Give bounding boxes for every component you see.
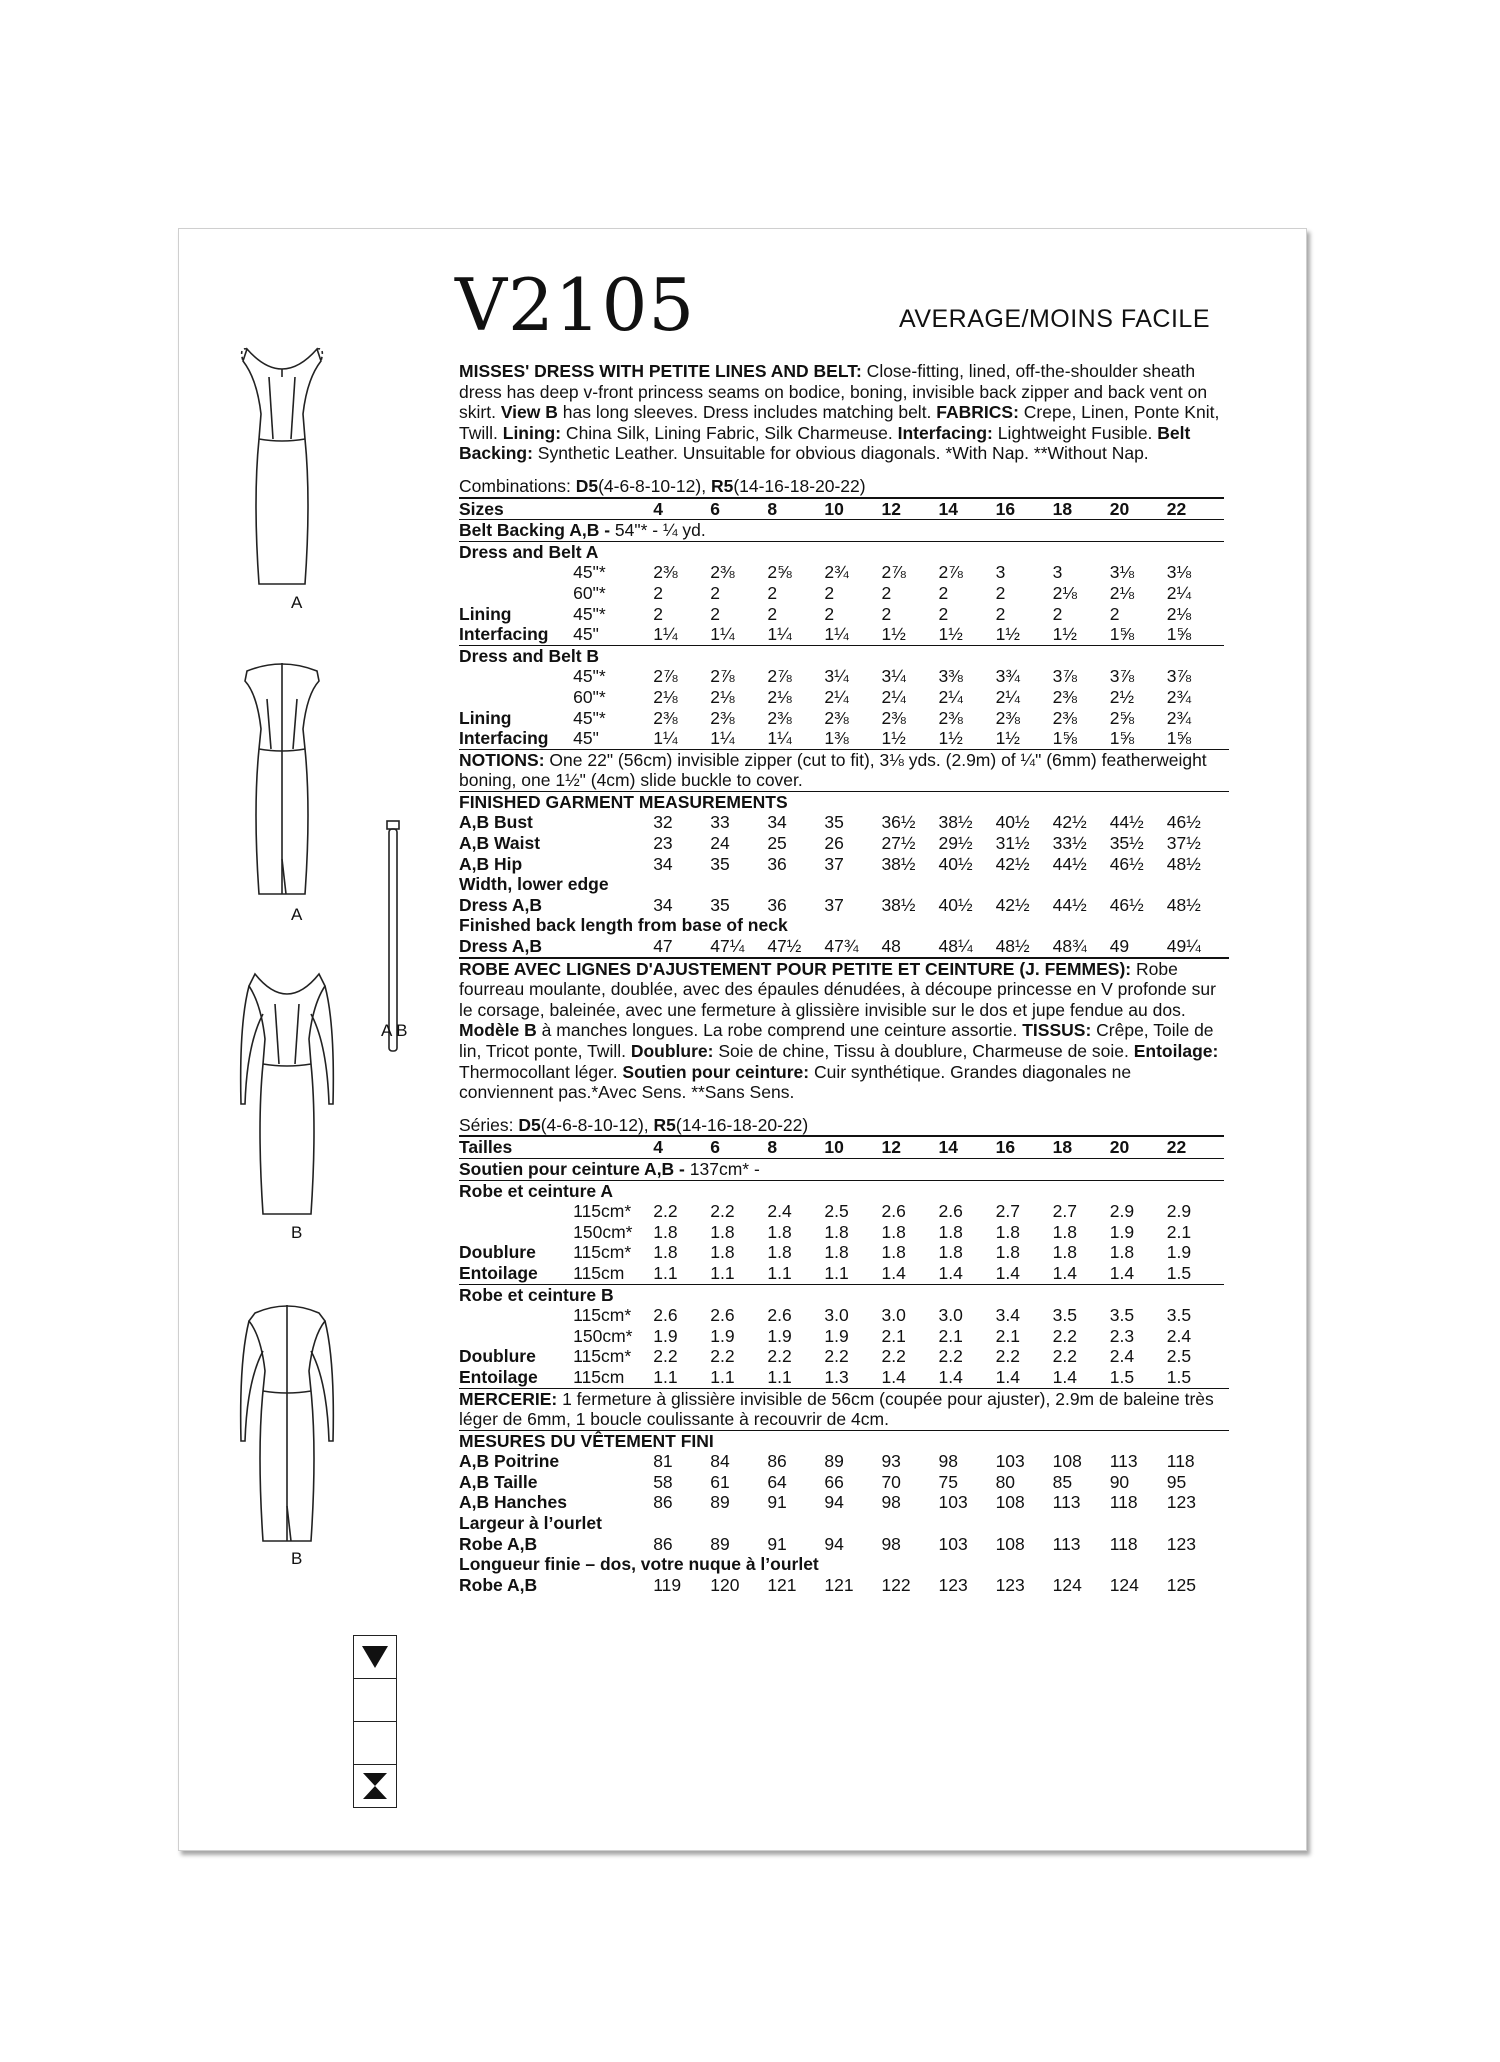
view-a-front-label: A [291,593,303,612]
french-combinations: Séries: D5(4-6-8-10-12), R5(14-16-18-20-22) [459,1114,809,1135]
yardage-row: Lining 45"* 2 2 2 2 2 2 2 2 2 2⅛ [459,603,1192,624]
french-description: ROBE AVEC LIGNES D'AJUSTEMENT POUR PETITE ET CEINTURE (J. FEMMES): Robe fourreau moulante, doublée, avec des épaules dénudées, à découpe princesse en V profonde sur le corsage, baleinée, avec une fermeture à glissière invisible sur le dos et jupe fendue au dos. Modèle B à manches longues. La robe comprend une ceinture assortie. TISSUS: Crêpe, Toile de lin, Tricot ponte, Twill. Doublure: Soie de chine, Tissu à doublure, Charmeuse de soie. Entoilage: Thermocollant léger. Soutien pour ceinture: Cuir synthétique. Grandes diagonales ne conviennent pas.*Avec Sens. **Sans Sens. [459,957,1229,1103]
yardage-row: 60"* 2⅛ 2⅛ 2⅛ 2¼ 2¼ 2¼ 2¼ 2⅜ 2½ 2¾ [573,686,1192,707]
french-notions: MERCERIE: 1 fermeture à glissière invisible de 56cm (coupée pour ajuster), 2.9m de baleine très léger de 6mm, 1 boucle coulissante à recouvrir de 4cm. [459,1388,1229,1431]
measurement-row: Robe A,B 86 89 91 94 98 103 108 113 118 123 [459,1533,1196,1554]
belt-label: A B [381,1021,408,1040]
hourglass-icon [354,1765,396,1807]
yardage-row: Doublure 115cm* 1.8 1.8 1.8 1.8 1.8 1.8 1.8 1.8 1.8 1.9 [459,1242,1192,1263]
measurement-row: A,B Bust 32 33 34 35 36½ 38½ 40½ 42½ 44½ 46½ [459,812,1201,833]
view-b-front-label: B [291,1223,303,1242]
view-b-back-illustration [237,1291,337,1546]
measurement-row: Dress A,B 34 35 36 37 38½ 40½ 42½ 44½ 46½ 48½ [459,894,1201,915]
down-triangle-icon [354,1636,396,1679]
belt-illustration [385,819,401,1054]
yardage-row: 150cm* 1.9 1.9 1.9 1.9 2.1 2.1 2.1 2.2 2.3 2.4 [573,1325,1192,1346]
yardage-row: Doublure 115cm* 2.2 2.2 2.2 2.2 2.2 2.2 2.2 2.2 2.4 2.5 [459,1346,1192,1367]
sizes-header-row: Sizes 4 6 8 10 12 14 16 18 20 22 [459,498,1224,520]
measurement-row: A,B Poitrine 81 84 86 89 93 98 103 108 113 118 [459,1451,1195,1472]
notion-symbol-box [353,1635,397,1808]
measurement-row: A,B Hip 34 35 36 37 38½ 40½ 42½ 44½ 46½ 48½ [459,853,1201,874]
measurement-row: Dress A,B 47 47¼ 47½ 47¾ 48 48¼ 48½ 48¾ 49 49¼ [459,936,1201,957]
belt-backing-row: Soutien pour ceinture A,B - 137cm* - [459,1158,1224,1180]
view-a-front-illustration [237,339,327,589]
measurement-row: Robe A,B 119 120 121 121 122 123 123 124 124 125 [459,1574,1196,1595]
measurement-row: A,B Taille 58 61 64 66 70 75 80 85 90 95 [459,1471,1187,1492]
yardage-group-label: Dress and Belt A [459,541,1224,562]
pattern-envelope-back [178,228,1307,1851]
english-notions: NOTIONS: One 22" (56cm) invisible zipper (cut to fit), 3⅛ yds. (2.9m) of ¼" (6mm) featherweight boning, one 1½" (4cm) slide buckle to cover. [459,749,1229,792]
empty-symbol-cell [354,1679,396,1722]
yardage-group-label: Robe et ceinture A [459,1180,1224,1201]
empty-symbol-cell [354,1722,396,1765]
pattern-info [459,361,1229,1595]
english-yardage-table [459,497,1224,749]
finished-title-row: MESURES DU VÊTEMENT FINI [459,1430,714,1451]
yardage-row: Lining 45"* 2⅜ 2⅜ 2⅜ 2⅜ 2⅜ 2⅜ 2⅜ 2⅜ 2⅝ 2¾ [459,707,1192,728]
yardage-row: Interfacing 45" 1¼ 1¼ 1¼ 1¼ 1½ 1½ 1½ 1½ 1⅝ 1⅝ [459,624,1192,645]
yardage-row: 45"* 2⅞ 2⅞ 2⅞ 3¼ 3¼ 3⅜ 3¾ 3⅞ 3⅞ 3⅞ [573,666,1192,687]
difficulty-level: AVERAGE/MOINS FACILE [899,305,1211,333]
yardage-row: Entoilage 115cm 1.1 1.1 1.1 1.3 1.4 1.4 1.4 1.4 1.5 1.5 [459,1366,1192,1387]
yardage-row: 45"* 2⅜ 2⅜ 2⅝ 2¾ 2⅞ 2⅞ 3 3 3⅛ 3⅛ [573,562,1192,583]
french-finished-measurements-table [459,1431,1224,1596]
pattern-number: V2105 [455,263,696,347]
view-a-back-illustration [237,649,327,899]
yardage-row: Entoilage 115cm 1.1 1.1 1.1 1.1 1.4 1.4 1.4 1.4 1.4 1.5 [459,1262,1192,1283]
measurement-row: A,B Waist 23 24 25 26 27½ 29½ 31½ 33½ 35½ 37½ [459,833,1201,854]
yardage-group-label: Dress and Belt B [459,645,1224,666]
yardage-row: 60"* 2 2 2 2 2 2 2 2⅛ 2⅛ 2¼ [573,582,1192,603]
width-label-row: Largeur à l’ourlet [459,1513,602,1534]
english-description: MISSES' DRESS WITH PETITE LINES AND BELT: Close-fitting, lined, off-the-shoulder sheath dress has deep v-front princess seams on bodice, boning, invisible back zipper and back vent on skirt. View B has long sleeves. Dress includes matching belt. FABRICS: Crepe, Linen, Ponte Knit, Twill. Lining: China Silk, Lining Fabric, Silk Charmeuse. Interfacing: Lightweight Fusible. Belt Backing: Synthetic Leather. Unsuitable for obvious diagonals. *With Nap. **Without Nap. [459,361,1220,464]
english-finished-measurements-table [459,792,1224,957]
english-combinations: Combinations: D5(4-6-8-10-12), R5(14-16-18-20-22) [459,475,866,496]
width-label-row: Width, lower edge [459,874,609,895]
yardage-group-label: Robe et ceinture B [459,1284,1224,1305]
sizes-header-row: Tailles 4 6 8 10 12 14 16 18 20 22 [459,1136,1224,1158]
yardage-row: 115cm* 2.2 2.2 2.4 2.5 2.6 2.6 2.7 2.7 2.9 2.9 [573,1201,1192,1222]
length-label-row: Longueur finie – dos, votre nuque à l’ourlet [459,1554,819,1575]
finished-title-row: FINISHED GARMENT MEASUREMENTS [459,791,788,812]
view-b-back-label: B [291,1549,303,1568]
measurement-row: A,B Hanches 86 89 91 94 98 103 108 113 118 123 [459,1492,1196,1513]
view-a-back-label: A [291,905,303,924]
yardage-row: Interfacing 45" 1¼ 1¼ 1¼ 1⅜ 1½ 1½ 1½ 1⅝ 1⅝ 1⅝ [459,728,1192,749]
view-b-front-illustration [237,964,337,1219]
yardage-row: 115cm* 2.6 2.6 2.6 3.0 3.0 3.0 3.4 3.5 3.5 3.5 [573,1305,1192,1326]
length-label-row: Finished back length from base of neck [459,915,788,936]
belt-backing-row: Belt Backing A,B - 54"* - ¼ yd. [459,520,1224,542]
yardage-row: 150cm* 1.8 1.8 1.8 1.8 1.8 1.8 1.8 1.8 1.9 2.1 [573,1221,1192,1242]
french-yardage-table [459,1135,1224,1387]
